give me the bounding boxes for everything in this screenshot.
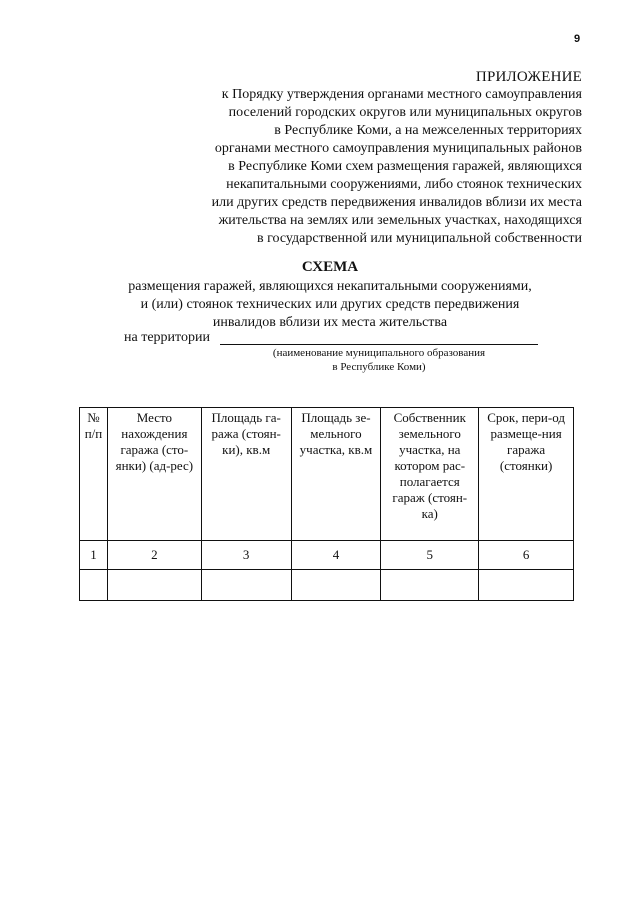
column-header: Площадь га-ража (стоян-ки), кв.м xyxy=(201,408,291,541)
table-number-row xyxy=(80,541,574,570)
appendix-line: поселений городских округов или муниципальных округов xyxy=(228,105,582,120)
territory-label: на территории xyxy=(124,330,210,345)
column-number: 3 xyxy=(201,541,291,570)
column-header: Собственник земельного участка, на котором рас-полагается гараж (стоян-ка) xyxy=(381,408,479,541)
appendix-line: к Порядку утверждения органами местного самоуправления xyxy=(221,87,582,102)
column-number: 2 xyxy=(107,541,201,570)
appendix-line: в государственной или муниципальной собственности xyxy=(257,231,582,246)
column-number: 5 xyxy=(381,541,479,570)
table-header-row xyxy=(80,408,574,541)
table-cell xyxy=(80,570,108,601)
territory-note-line: в Республике Коми) xyxy=(332,361,426,373)
table-cell xyxy=(107,570,201,601)
appendix-line: в Республике Коми, а на межселенных территориях xyxy=(274,123,582,138)
schema-subtitle xyxy=(0,278,640,332)
appendix-line: некапитальными сооружениями, либо стоянок технических xyxy=(226,177,582,192)
appendix-heading: ПРИЛОЖЕНИЕ xyxy=(475,69,582,85)
table-cell xyxy=(201,570,291,601)
column-header: Площадь зе-мельного участка, кв.м xyxy=(291,408,381,541)
page-number: 9 xyxy=(574,33,581,45)
appendix-line: органами местного самоуправления муниципальных районов xyxy=(214,141,582,156)
column-number: 4 xyxy=(291,541,381,570)
territory-blank-line xyxy=(220,344,538,345)
column-number: 6 xyxy=(479,541,574,570)
schema-subtitle-line: и (или) стоянок технических или других средств передвижения xyxy=(140,297,520,312)
appendix-line: или других средств передвижения инвалидов вблизи их места xyxy=(211,195,582,210)
appendix-line: в Республике Коми схем размещения гаражей, являющихся xyxy=(228,159,582,174)
schema-subtitle-line: инвалидов вблизи их места жительства xyxy=(212,315,448,330)
table-cell xyxy=(479,570,574,601)
schema-table xyxy=(79,407,574,601)
appendix-line: жительства на землях или земельных участках, находящихся xyxy=(218,213,582,228)
territory-note xyxy=(220,346,538,374)
column-header: Место нахождения гаража (сто-янки) (ад-рес) xyxy=(107,408,201,541)
table-row xyxy=(80,570,574,601)
column-number: 1 xyxy=(80,541,108,570)
territory-note-line: (наименование муниципального образования xyxy=(272,347,486,359)
schema-subtitle-line: размещения гаражей, являющихся некапитальными сооружениями, xyxy=(128,279,532,294)
schema-title: СХЕМА xyxy=(301,259,359,275)
appendix-block xyxy=(142,68,582,248)
table-cell xyxy=(381,570,479,601)
column-header: Срок, пери-од размеще-ния гаража (стоянки) xyxy=(479,408,574,541)
table-cell xyxy=(291,570,381,601)
column-header: № п/п xyxy=(80,408,108,541)
